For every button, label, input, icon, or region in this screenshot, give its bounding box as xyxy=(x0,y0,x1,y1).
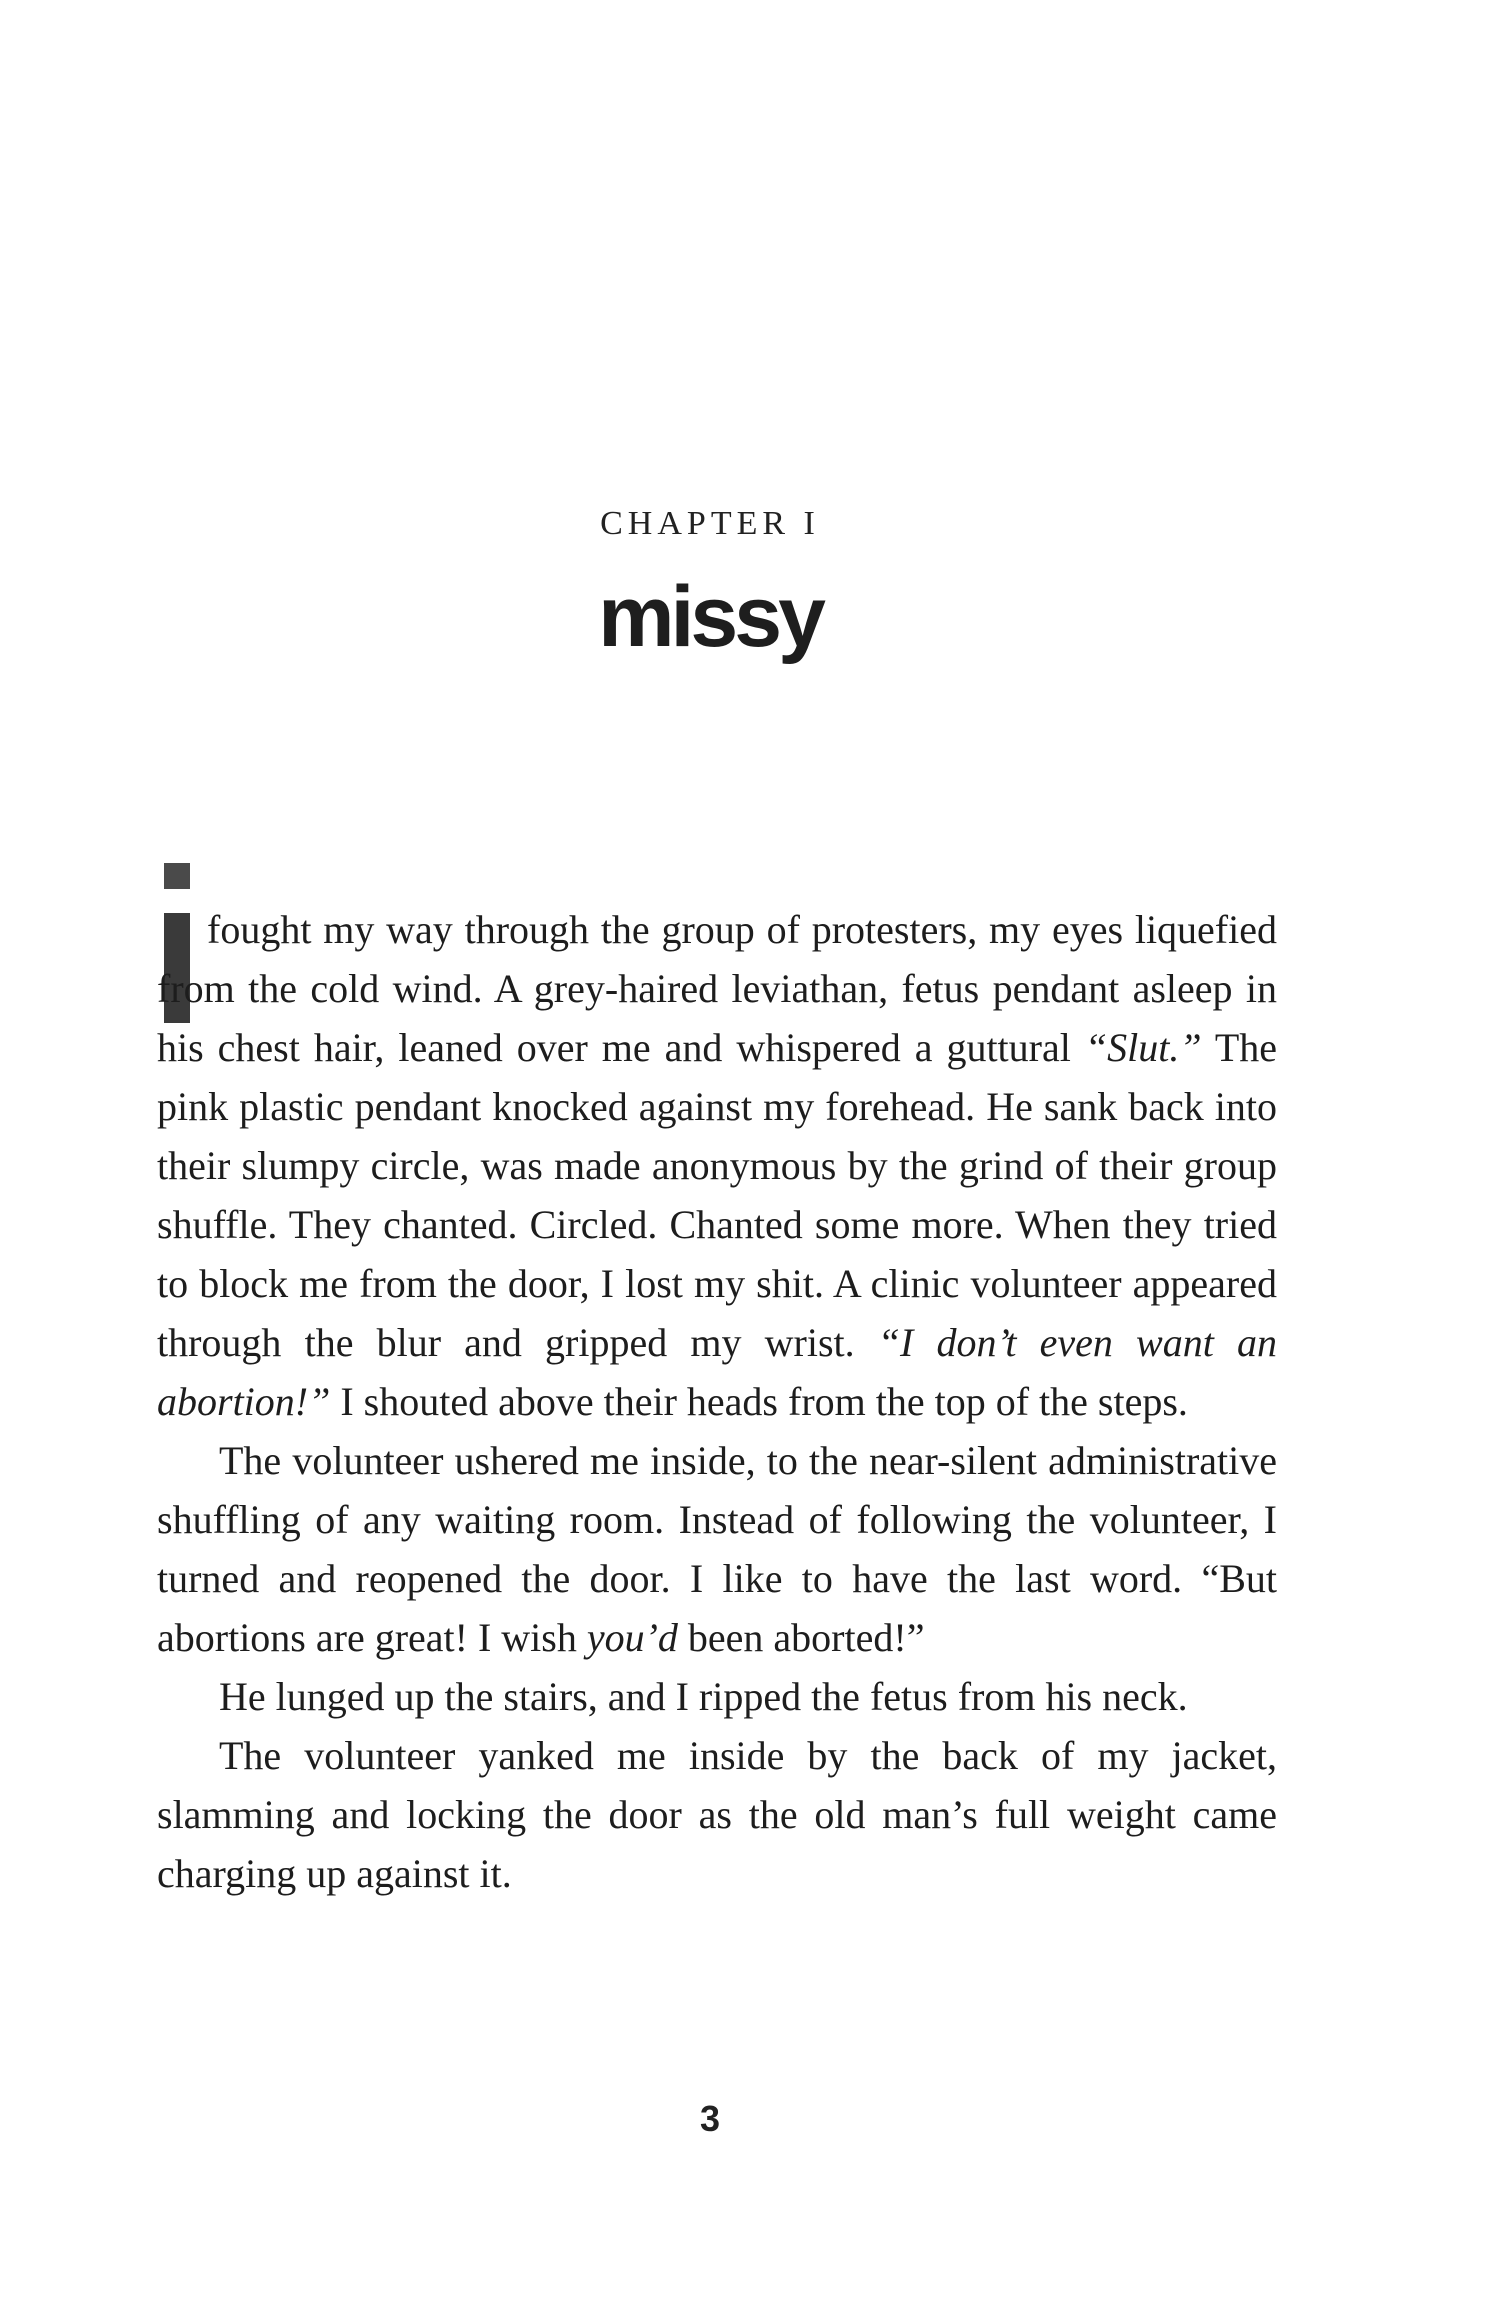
paragraph-2-text-b: been aborted!” xyxy=(677,1615,925,1660)
paragraph-2-text-a: The volunteer ushered me inside, to the near-silent administrative shuffling of any waiting room. Instead of following the volunteer, I turned and reopened the door. I like to have the last word. “But abortions are great! I wish xyxy=(157,1438,1277,1660)
paragraph-1-text-b: The pink plastic pendant knocked against my forehead. He sank back into their slumpy circle, was made anonymous by the grind of their group shuffle. They chanted. Circled. Chanted some more. When they tried to block me from the door, I lost my shit. A clinic volunteer appeared through the blur and gripped my wrist. xyxy=(157,1025,1278,1365)
paragraph-1-italic-b: “I don’t even want an abortion!” xyxy=(157,1320,1277,1424)
page-number: 3 xyxy=(699,2098,721,2139)
paragraph-1-text-c: I shouted above their heads from the top of the steps. xyxy=(330,1379,1188,1424)
paragraph-2 xyxy=(157,1431,1277,1667)
paragraph-1 xyxy=(157,900,1277,1431)
paragraph-3: He lunged up the stairs, and I ripped the fetus from his neck. xyxy=(219,1674,1188,1719)
paragraph-1-italic-a: “Slut.” xyxy=(1084,1025,1202,1070)
paragraph-2-italic: you’d xyxy=(586,1615,678,1660)
paragraph-1-text-a: fought my way through the group of protesters, my eyes liquefied from the cold wind. A grey-haired leviathan, fetus pendant asleep in his chest hair, leaned over me and whispered a guttural xyxy=(157,907,1277,1070)
chapter-title: missy xyxy=(598,569,822,665)
paragraph-4: The volunteer yanked me inside by the back of my jacket, slamming and locking the door as the old man’s full weight came charging up against it. xyxy=(157,1733,1277,1896)
body-text xyxy=(157,900,1277,1903)
chapter-label: CHAPTER I xyxy=(600,505,820,542)
